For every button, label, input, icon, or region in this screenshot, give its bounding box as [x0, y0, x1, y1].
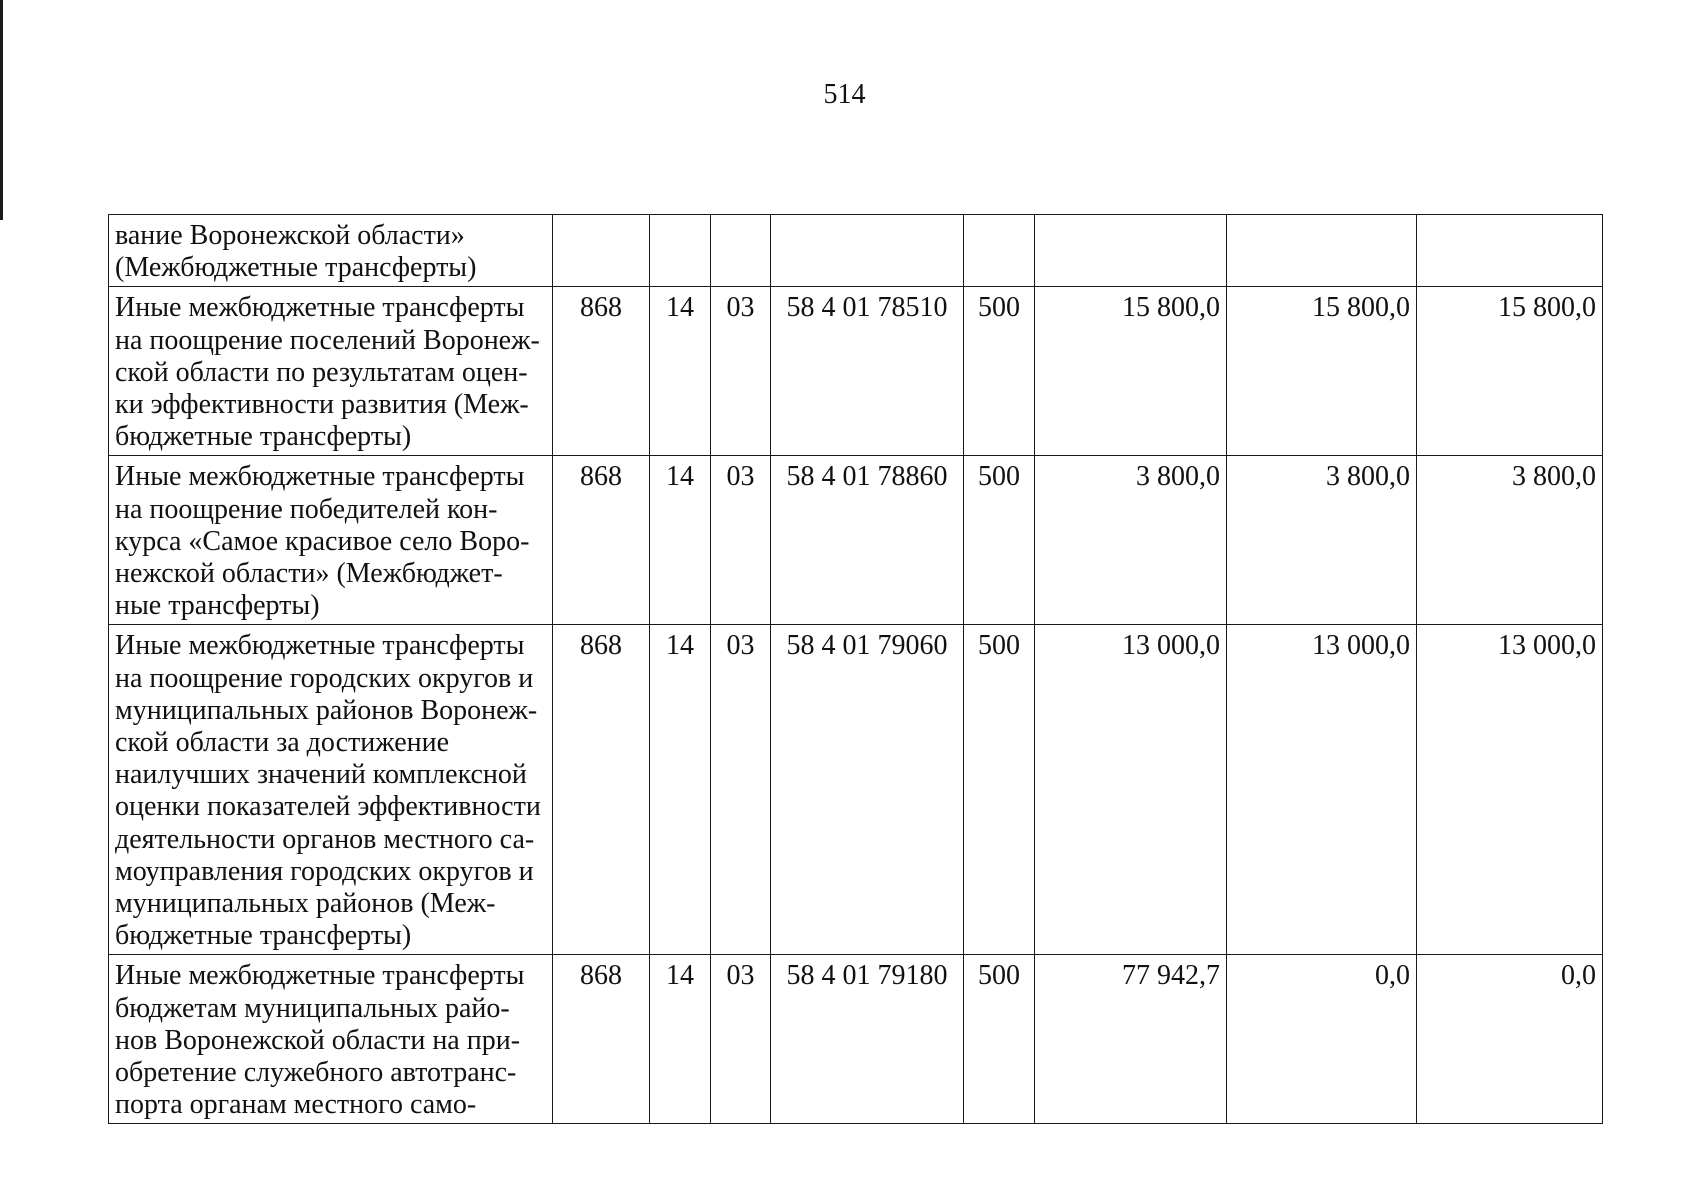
target-article-cell: 58 4 01 79180	[771, 955, 964, 1124]
table-row	[109, 287, 1603, 456]
subsection-cell	[711, 215, 771, 287]
sum-year-2-cell: 0,0	[1227, 955, 1417, 1124]
sum-year-3-cell	[1417, 215, 1603, 287]
sum-year-3-cell: 15 800,0	[1417, 287, 1603, 456]
admin-code-cell: 868	[553, 955, 650, 1124]
expense-type-cell: 500	[964, 287, 1035, 456]
expense-type-cell: 500	[964, 955, 1035, 1124]
target-article-cell: 58 4 01 79060	[771, 625, 964, 955]
sum-year-3-cell: 13 000,0	[1417, 625, 1603, 955]
expense-name-cell	[109, 215, 553, 287]
sum-year-1-cell: 77 942,7	[1035, 955, 1227, 1124]
sum-year-2-cell: 15 800,0	[1227, 287, 1417, 456]
sum-year-3-cell: 3 800,0	[1417, 456, 1603, 625]
admin-code-cell: 868	[553, 625, 650, 955]
expense-name: Иные межбюджетные трансферты на поощрение победителей кон- курса «Самое красивое село Воро- нежской области» (Межбюджет- ные трансферты)	[115, 461, 530, 622]
section-cell: 14	[650, 287, 711, 456]
section-cell: 14	[650, 625, 711, 955]
target-article-cell: 58 4 01 78860	[771, 456, 964, 625]
sum-year-1-cell: 15 800,0	[1035, 287, 1227, 456]
expense-name-cell	[109, 456, 553, 625]
budget-table	[108, 214, 1603, 1124]
table-row	[109, 456, 1603, 625]
admin-code-cell: 868	[553, 456, 650, 625]
sum-year-1-cell: 13 000,0	[1035, 625, 1227, 955]
page-number: 514	[823, 79, 866, 110]
table-row	[109, 215, 1603, 287]
target-article-cell: 58 4 01 78510	[771, 287, 964, 456]
table-row	[109, 625, 1603, 955]
expense-name-cell	[109, 625, 553, 955]
target-article-cell	[771, 215, 964, 287]
section-cell	[650, 215, 711, 287]
sum-year-3-cell: 0,0	[1417, 955, 1603, 1124]
subsection-cell: 03	[711, 955, 771, 1124]
section-cell: 14	[650, 456, 711, 625]
sum-year-2-cell: 3 800,0	[1227, 456, 1417, 625]
expense-name-cell	[109, 955, 553, 1124]
sum-year-2-cell: 13 000,0	[1227, 625, 1417, 955]
expense-name: вание Воронежской области» (Межбюджетные трансферты)	[115, 220, 477, 284]
expense-name: Иные межбюджетные трансферты бюджетам муниципальных райо- нов Воронежской области на при- обретение служебного автотранс- порта органам местного само-	[115, 960, 525, 1121]
expense-type-cell: 500	[964, 625, 1035, 955]
expense-name: Иные межбюджетные трансферты на поощрение поселений Воронеж- ской области по результатам оцен- ки эффективности развития (Меж- бюджетные трансферты)	[115, 292, 540, 453]
section-cell: 14	[650, 955, 711, 1124]
expense-name: Иные межбюджетные трансферты на поощрение городских округов и муниципальных районов Воронеж- ской области за достижение наилучших значений комплексной оценки показателей эффективности деятельности органов местного са- моуправления городских округов и муниципальных районов (Меж- бюджетные трансферты)	[115, 630, 541, 952]
admin-code-cell	[553, 215, 650, 287]
expense-type-cell: 500	[964, 456, 1035, 625]
sum-year-1-cell	[1035, 215, 1227, 287]
expense-type-cell	[964, 215, 1035, 287]
table-row	[109, 955, 1603, 1124]
sum-year-2-cell	[1227, 215, 1417, 287]
subsection-cell: 03	[711, 287, 771, 456]
admin-code-cell: 868	[553, 287, 650, 456]
sum-year-1-cell: 3 800,0	[1035, 456, 1227, 625]
expense-name-cell	[109, 287, 553, 456]
subsection-cell: 03	[711, 625, 771, 955]
subsection-cell: 03	[711, 456, 771, 625]
